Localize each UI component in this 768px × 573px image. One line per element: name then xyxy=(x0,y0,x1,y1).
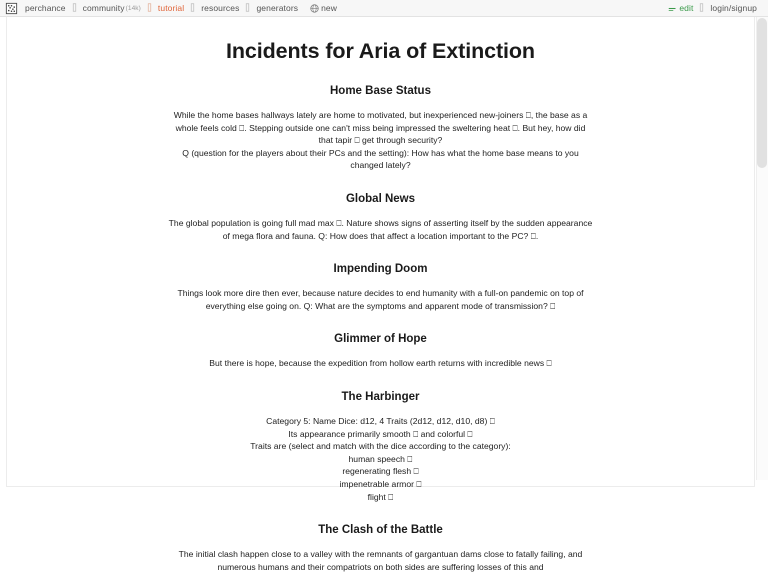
section-heading-home-base-status: Home Base Status xyxy=(330,85,431,97)
section-heading-impending-doom: Impending Doom xyxy=(333,263,428,276)
nav-separator-icon xyxy=(189,3,196,14)
section-paragraph: Traits are (select and match with the dice according to the category): xyxy=(250,441,511,452)
nav-separator-icon xyxy=(698,3,705,14)
page-title: Incidents for Aria of Extinction xyxy=(226,39,535,63)
nav-left-group xyxy=(6,0,342,17)
nav-separator-icon xyxy=(146,3,153,14)
top-navigation-bar xyxy=(0,0,768,17)
section-paragraph: Its appearance primarily smooth ⎕ and colorful ⎕ xyxy=(288,428,473,439)
nav-item-tutorial[interactable]: tutorial xyxy=(157,2,185,13)
globe-icon xyxy=(310,4,319,13)
perchance-dice-logo-icon[interactable] xyxy=(6,3,17,14)
document-content xyxy=(7,17,754,572)
section-paragraph: Q (question for the players about their PCs and the setting): How has what the home base means to you changed lately? xyxy=(182,147,579,171)
nav-item-community-label: community xyxy=(82,2,125,13)
nav-item-new[interactable]: new xyxy=(321,2,338,13)
nav-separator-icon xyxy=(71,3,78,14)
section-paragraph: Category 5: Name Dice: d12, 4 Traits (2d12, d12, d10, d8) ⎕ xyxy=(266,415,495,426)
section-paragraph: The initial clash happen close to a valley with the remnants of gargantuan dams close to fatally failing, and numerous humans and their compatriots on both sides are suffering losses of this and xyxy=(178,549,583,572)
section-paragraph: The global population is going full mad max ⎕. Nature shows signs of asserting itself by the sudden appearance of mega flora and fauna. Q: How does that affect a location important to the PC? ⎕. xyxy=(168,217,593,241)
section-paragraph: human speech ⎕ xyxy=(348,453,413,464)
section-paragraph: regenerating flesh ⎕ xyxy=(342,466,419,477)
section-heading-the-clash-of-the-battle: The Clash of the Battle xyxy=(318,524,443,537)
nav-item-community[interactable] xyxy=(78,0,146,17)
section-heading-global-news: Global News xyxy=(345,192,416,205)
nav-item-resources[interactable]: resources xyxy=(201,2,240,13)
nav-separator-icon xyxy=(244,3,251,14)
section-heading-glimmer-of-hope: Glimmer of Hope xyxy=(334,333,427,346)
scrollbar-thumb[interactable] xyxy=(757,18,767,168)
section-heading-the-harbinger: The Harbinger xyxy=(341,390,420,403)
section-paragraph: While the home bases hallways lately are home to motivated, but inexperienced new-joiners ⎕, the base as a whole feels cold ⎕. Stepping outside one can't miss being impressed the sweltering heat ⎕. But hey, how did that tapir ⎕ get through security? xyxy=(173,110,588,146)
section-paragraph: But there is hope, because the expedition from hollow earth returns with incredible news ⎕ xyxy=(209,358,552,369)
section-paragraph: flight ⎕ xyxy=(367,491,394,502)
login-signup-link[interactable]: login/signup xyxy=(710,2,757,13)
nav-item-generators[interactable]: generators xyxy=(256,2,299,13)
edit-link[interactable]: edit xyxy=(679,2,694,13)
section-paragraph: impenetrable armor ⎕ xyxy=(339,478,422,489)
section-paragraph: Things look more dire then ever, because nature decides to end humanity with a full-on pandemic on top of everything else going on. Q: What are the symptoms and apparent mode of transmission? ⎕ xyxy=(177,288,584,311)
nav-right-group xyxy=(668,0,762,17)
page-frame xyxy=(0,17,768,572)
pencil-icon xyxy=(668,4,677,13)
nav-brand-perchance[interactable]: perchance xyxy=(25,2,66,13)
nav-item-community-badge: (14k) xyxy=(125,4,141,12)
vertical-scrollbar[interactable] xyxy=(756,17,768,480)
